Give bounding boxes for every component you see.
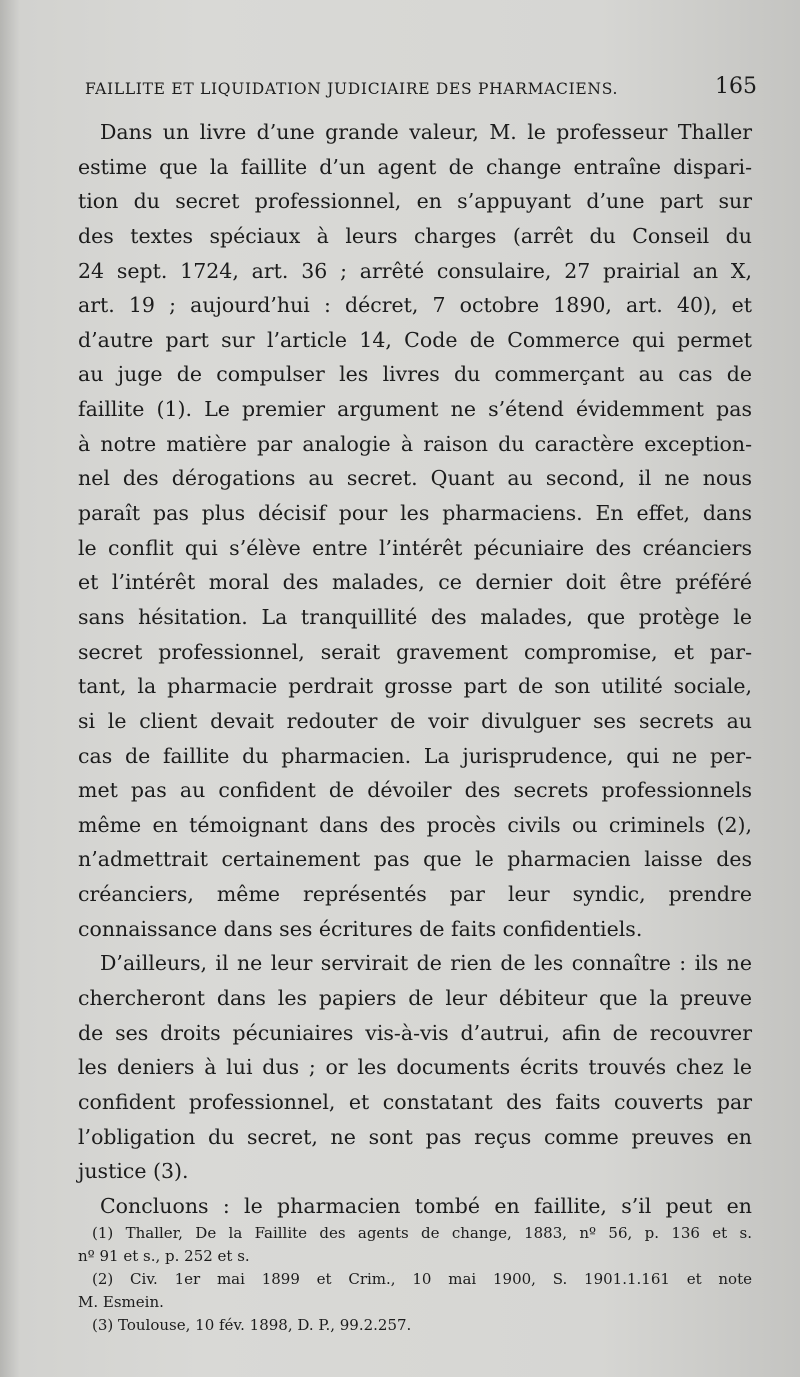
text-line: si le client devait redouter de voir divulguer ses secrets au [78, 708, 752, 733]
text-line: les deniers à lui dus ; or les documents écrits trouvés chez le [78, 1055, 752, 1080]
footnote-3: (3) Toulouse, 10 fév. 1898, D. P., 99.2.257. [92, 1316, 412, 1334]
text-line: n’admettrait certainement pas que le pharmacien laisse des [78, 847, 752, 872]
text-line: justice (3). [78, 1159, 189, 1184]
text-line: secret professionnel, serait gravement compromise, et par- [78, 639, 752, 664]
text-line: cas de faillite du pharmacien. La jurisprudence, qui ne per- [78, 743, 752, 768]
text-line: et l’intérêt moral des malades, ce dernier doit être préféré [78, 570, 752, 595]
text-line: faillite (1). Le premier argument ne s’étend évidemment pas [78, 397, 752, 422]
text-line: nel des dérogations au secret. Quant au second, il ne nous [78, 466, 752, 491]
page-number: 165 [715, 74, 757, 99]
text-line: sans hésitation. La tranquillité des malades, que protège le [78, 604, 752, 629]
text-line: Concluons : le pharmacien tombé en faillite, s’il peut en [100, 1193, 752, 1218]
text-line: de ses droits pécuniaires vis-à-vis d’autrui, afin de recouvrer [78, 1020, 752, 1045]
text-line: D’ailleurs, il ne leur servirait de rien de les connaître : ils ne [100, 951, 752, 976]
text-line: tion du secret professionnel, en s’appuyant d’une part sur [78, 189, 752, 214]
text-line: même en témoignant dans des procès civils ou criminels (2), [78, 812, 752, 837]
footnote-1: (1) Thaller, De la Faillite des agents de change, 1883, nº 56, p. 136 et s. [92, 1224, 752, 1242]
text-line: 24 sept. 1724, art. 36 ; arrêté consulaire, 27 prairial an X, [78, 258, 752, 283]
footnote-2: (2) Civ. 1er mai 1899 et Crim., 10 mai 1900, S. 1901.1.161 et note [92, 1270, 752, 1288]
body-text [78, 115, 752, 1224]
text-line: au juge de compulser les livres du commerçant au cas de [78, 362, 752, 387]
text-line: estime que la faillite d’un agent de change entraîne dispari- [78, 154, 752, 179]
text-line: tant, la pharmacie perdrait grosse part de son utilité sociale, [78, 674, 752, 699]
text-line: le conflit qui s’élève entre l’intérêt pécuniaire des créanciers [78, 535, 752, 560]
page-header [85, 74, 757, 104]
text-line: à notre matière par analogie à raison du caractère exception- [78, 431, 752, 456]
text-line: connaissance dans ses écritures de faits confidentiels. [78, 916, 643, 941]
text-line: des textes spéciaux à leurs charges (arrêt du Conseil du [78, 223, 752, 248]
text-line: l’obligation du secret, ne sont pas reçus comme preuves en [78, 1124, 752, 1149]
footnote-2-continued: M. Esmein. [78, 1293, 164, 1311]
footnotes [78, 1222, 752, 1337]
text-line: art. 19 ; aujourd’hui : décret, 7 octobre 1890, art. 40), et [78, 293, 752, 318]
text-line: créanciers, même représentés par leur syndic, prendre [78, 882, 752, 907]
footnote-1-continued: nº 91 et s., p. 252 et s. [78, 1247, 250, 1265]
running-head: FAILLITE ET LIQUIDATION JUDICIAIRE DES PHARMACIENS. [85, 80, 619, 98]
text-line: met pas au confident de dévoiler des secrets professionnels [78, 778, 752, 803]
text-line: d’autre part sur l’article 14, Code de Commerce qui permet [78, 327, 752, 352]
text-line: confident professionnel, et constatant des faits couverts par [78, 1089, 752, 1114]
text-line: chercheront dans les papiers de leur débiteur que la preuve [78, 986, 752, 1011]
text-line: paraît pas plus décisif pour les pharmaciens. En effet, dans [78, 501, 752, 526]
text-line: Dans un livre d’une grande valeur, M. le professeur Thaller [100, 120, 752, 144]
